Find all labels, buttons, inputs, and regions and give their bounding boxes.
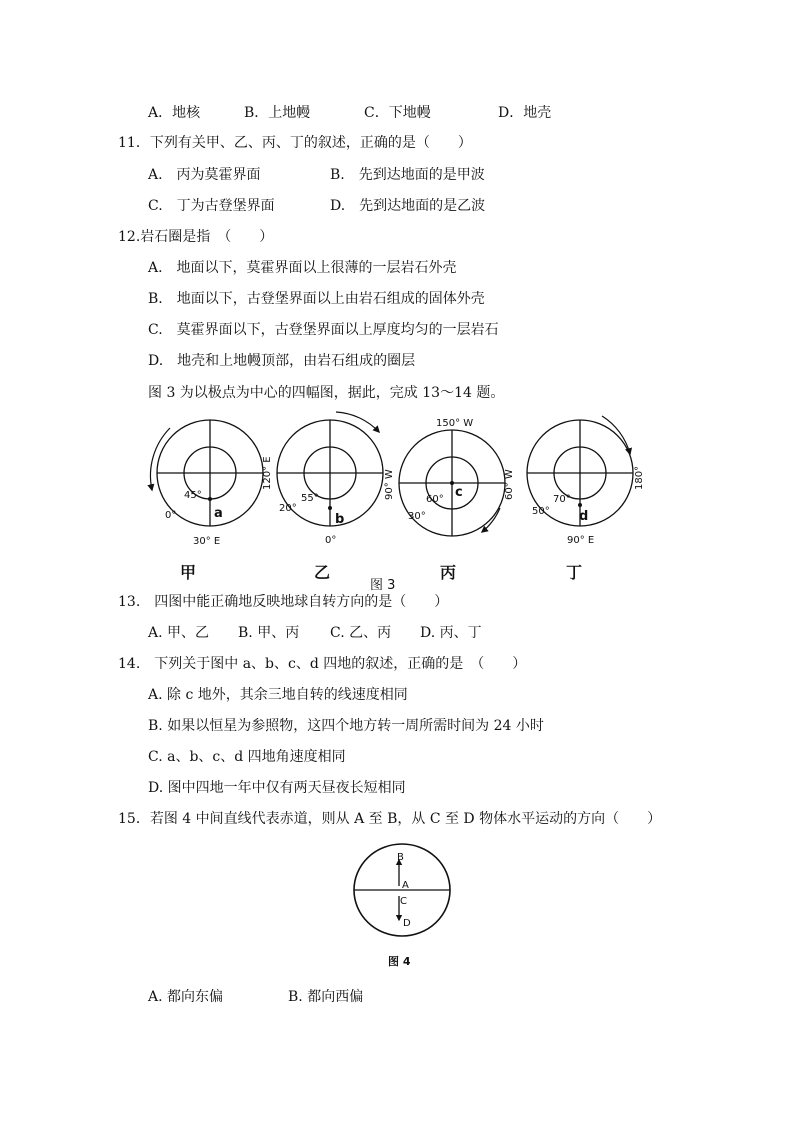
right-label: 90° W [384, 469, 395, 500]
q14-stem: 14. 下列关于图中 a、b、c、d 四地的叙述，正确的是 （ ） [118, 656, 527, 672]
q13-option-d: D. 丙、丁 [420, 625, 482, 641]
q11-option-c: C. 丁为古登堡界面 [148, 198, 275, 214]
panel-name-ding: 丁 [566, 563, 583, 582]
bottom-label: 30° E [193, 536, 221, 547]
panel-bing [399, 418, 515, 536]
right-label: 180° [634, 465, 645, 490]
angle-label: 45° [184, 490, 202, 501]
q11-option-a: A. 丙为莫霍界面 [148, 167, 261, 183]
q15-option-b: B. 都向西偏 [288, 989, 364, 1005]
q11-option-b: B. 先到达地面的是甲波 [330, 167, 485, 183]
q10-option-c: C．下地幔 [364, 105, 431, 121]
panel-yi [277, 412, 395, 546]
right-label: 120° E [262, 456, 273, 490]
q13-option-c: C. 乙、丙 [330, 625, 392, 641]
q10-option-b: B．上地幔 [244, 105, 311, 121]
point-a-dot [208, 497, 212, 501]
point-label-c: c [455, 485, 463, 500]
figure3-intro: 图 3 为以极点为中心的四幅图，据此，完成 13～14 题。 [148, 385, 505, 401]
top-label: 150° W [436, 418, 474, 429]
figure4-diagram [348, 842, 458, 942]
point-b-dot [328, 506, 332, 510]
q12-stem: 12.岩石圈是指 （ ） [118, 229, 274, 245]
label-a: A [402, 880, 409, 891]
q11-stem: 11．下列有关甲、乙、丙、丁的叙述，正确的是（ ） [118, 135, 472, 151]
rotation-arrow [150, 428, 170, 490]
figure3-diagram [0, 410, 794, 590]
point-label-a: a [214, 506, 223, 521]
left-label: 0° [165, 510, 177, 521]
q12-option-c: C. 莫霍界面以下，古登堡界面以上厚度均匀的一层岩石 [148, 322, 499, 338]
panel-ding [527, 416, 645, 546]
q15-option-a: A. 都向东偏 [148, 989, 224, 1005]
bottom-label: 90° E [567, 535, 595, 546]
label-d: D [403, 918, 411, 929]
q14-option-d: D. 图中四地一年中仅有两天昼夜长短相同 [148, 780, 406, 796]
label-b: B [397, 852, 404, 863]
panel-name-bing: 丙 [440, 563, 457, 582]
q13-option-a: A. 甲、乙 [148, 625, 210, 641]
left-label: 50° [532, 506, 550, 517]
point-c-dot [450, 481, 454, 485]
figure4-caption: 图 4 [388, 955, 411, 968]
q12-option-d: D. 地壳和上地幔顶部，由岩石组成的圈层 [148, 353, 416, 369]
q13-option-b: B. 甲、丙 [238, 625, 300, 641]
panel-jia [150, 420, 273, 547]
q14-option-a: A. 除 c 地外，其余三地自转的线速度相同 [148, 687, 408, 703]
panel-name-jia: 甲 [180, 563, 197, 582]
left-label: 30° [408, 511, 426, 522]
point-label-d: d [579, 509, 589, 524]
q14-option-b: B. 如果以恒星为参照物，这四个地方转一周所需时间为 24 小时 [148, 718, 544, 734]
q13-stem: 13. 四图中能正确地反映地球自转方向的是（ ） [118, 594, 449, 610]
right-label: 60° W [504, 469, 515, 500]
q14-option-c: C. a、b、c、d 四地角速度相同 [148, 749, 346, 765]
rotation-arrow [602, 416, 630, 454]
q10-option-d: D．地壳 [498, 105, 552, 121]
angle-label: 60° [426, 494, 444, 505]
panel-name-yi: 乙 [314, 563, 331, 582]
point-label-b: b [335, 512, 345, 527]
left-label: 20° [279, 503, 297, 514]
point-d-dot [578, 503, 582, 507]
angle-label: 55° [301, 493, 319, 504]
label-c: C [400, 896, 407, 907]
q11-option-d: D. 先到达地面的是乙波 [330, 198, 486, 214]
q10-option-a: A．地核 [148, 105, 201, 121]
angle-label: 70° [553, 494, 571, 505]
q12-option-b: B. 地面以下，古登堡界面以上由岩石组成的固体外壳 [148, 291, 485, 307]
q12-option-a: A. 地面以下，莫霍界面以上很薄的一层岩石外壳 [148, 260, 457, 276]
bottom-label: 0° [325, 535, 337, 546]
q15-stem: 15．若图 4 中间直线代表赤道，则从 A 至 B，从 C 至 D 物体水平运动的方向（ ） [118, 811, 662, 827]
figure3-caption: 图 3 [370, 578, 396, 593]
